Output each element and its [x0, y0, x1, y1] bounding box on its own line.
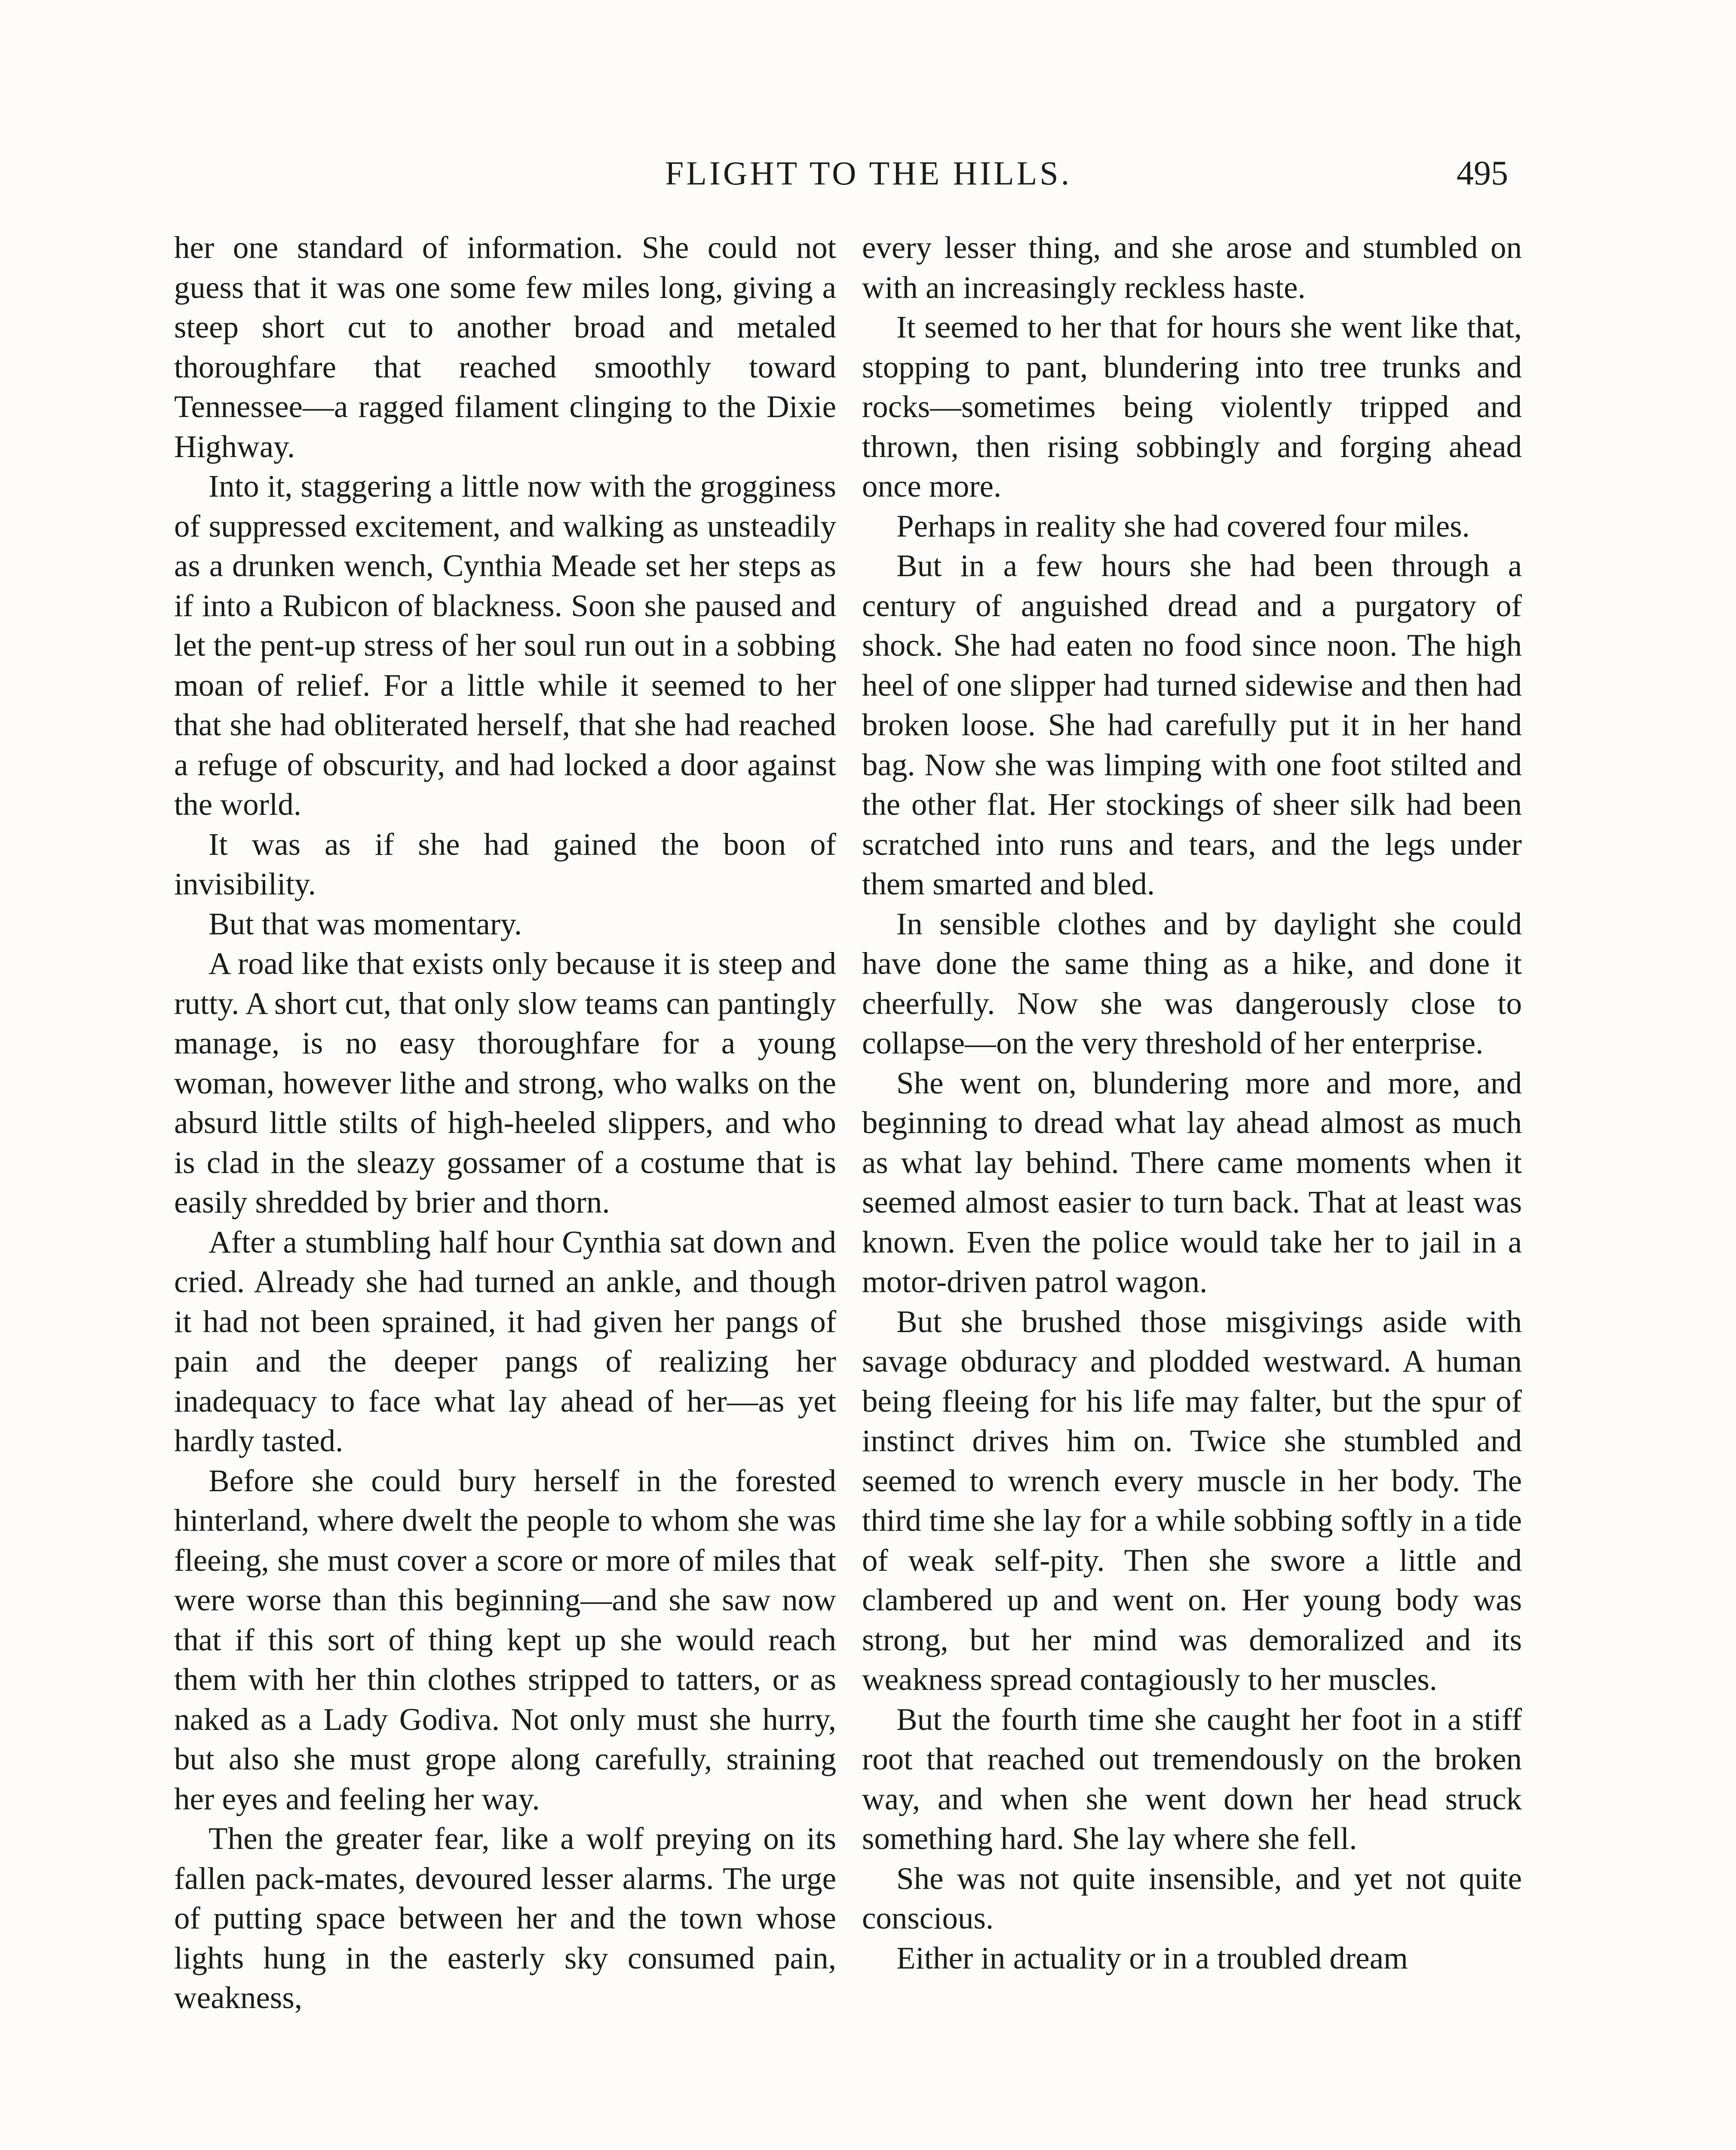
paragraph: But she brushed those misgivings aside with savage obduracy and plodded westward. A human being fleeing for his life may falter, but the spur of instinct drives him on. Twice she stumbled and seemed to wrench every muscle in her body. The third time she lay for a while sobbing softly in a tide of weak self-pity. Then she swore a little and clambered up and went on. Her young body was strong, but her mind was demoralized and its weakness spread contagiously to her muscles. [862, 1304, 1522, 1697]
paragraph: every lesser thing, and she arose and stumbled on with an increasingly reckless haste. [862, 230, 1522, 305]
page-number: 495 [1457, 154, 1508, 192]
paragraph: Then the greater fear, like a wolf preying on its fallen pack-mates, devoured lesser alarms. The urge of putting space between her and the town whose lights hung in the easterly sky consumed pain, weakness, [174, 1821, 836, 2015]
paragraph: Before she could bury herself in the forested hinterland, where dwelt the people to whom she was fleeing, she must cover a score or more of miles that were worse than this beginning—and she saw now that if this sort of thing kept up she would reach them with her thin clothes stripped to tatters, or as naked as a Lady Godiva. Not only must she hurry, but also she must grope along carefully, straining her eyes and feeling her way. [174, 1463, 836, 1816]
running-title: FLIGHT TO THE HILLS. [665, 154, 1072, 192]
paragraph: It seemed to her that for hours she went like that, stopping to pant, blundering into tree trunks and rocks—sometimes being violently tripped and thrown, then rising sobbingly and forging ahead once more. [862, 310, 1522, 504]
right-column [862, 228, 1522, 1978]
paragraph: Into it, staggering a little now with the grogginess of suppressed excitement, and walking as unsteadily as a drunken wench, Cynthia Meade set her steps as if into a Rubicon of blackness. Soon she paused and let the pent-up stress of her soul run out in a sobbing moan of relief. For a little while it seemed to her that she had obliterated herself, that she had reached a refuge of obscurity, and had locked a door against the world. [174, 469, 836, 822]
paragraph: In sensible clothes and by daylight she could have done the same thing as a hike, and done it cheerfully. Now she was dangerously close to collapse—on the very threshold of her enterprise. [862, 906, 1522, 1060]
paragraph: It was as if she had gained the boon of invisibility. [174, 826, 836, 901]
paragraph: But that was momentary. [209, 906, 522, 941]
paragraph: She was not quite insensible, and yet not quite conscious. [862, 1861, 1522, 1935]
paragraph: After a stumbling half hour Cynthia sat down and cried. Already she had turned an ankle, and though it had not been sprained, it had given her pangs of pain and the deeper pangs of realizing her inadequacy to face what lay ahead of her—as yet hardly tasted. [174, 1224, 836, 1458]
left-column [174, 228, 836, 2018]
paragraph: She went on, blundering more and more, and beginning to dread what lay ahead almost as much as what lay behind. There came moments when it seemed almost easier to turn back. That at least was known. Even the police would take her to jail in a motor-driven patrol wagon. [862, 1065, 1522, 1299]
paragraph: But the fourth time she caught her foot in a stiff root that reached out tremendously on the broken way, and when she went down her head struck something hard. She lay where she fell. [862, 1702, 1522, 1856]
page-header [0, 150, 1736, 197]
paragraph: But in a few hours she had been through a century of anguished dread and a purgatory of shock. She had eaten no food since noon. The high heel of one slipper had turned sidewise and then had broken loose. She had carefully put it in her hand bag. Now she was limping with one foot stilted and the other flat. Her stockings of sheer silk had been scratched into runs and tears, and the legs under them smarted and bled. [862, 548, 1522, 901]
paragraph: her one standard of information. She could not guess that it was one some few miles long, giving a steep short cut to another broad and metaled thoroughfare that reached smoothly toward Tennessee—a ragged filament clinging to the Dixie Highway. [174, 230, 836, 464]
paragraph: Perhaps in reality she had covered four miles. [896, 508, 1470, 544]
paragraph: Either in actuality or in a troubled dream [896, 1940, 1408, 1975]
paragraph: A road like that exists only because it is steep and rutty. A short cut, that only slow teams can pantingly manage, is no easy thoroughfare for a young woman, however lithe and strong, who walks on the absurd little stilts of high-heeled slippers, and who is clad in the sleazy gossamer of a costume that is easily shredded by brier and thorn. [174, 946, 836, 1219]
